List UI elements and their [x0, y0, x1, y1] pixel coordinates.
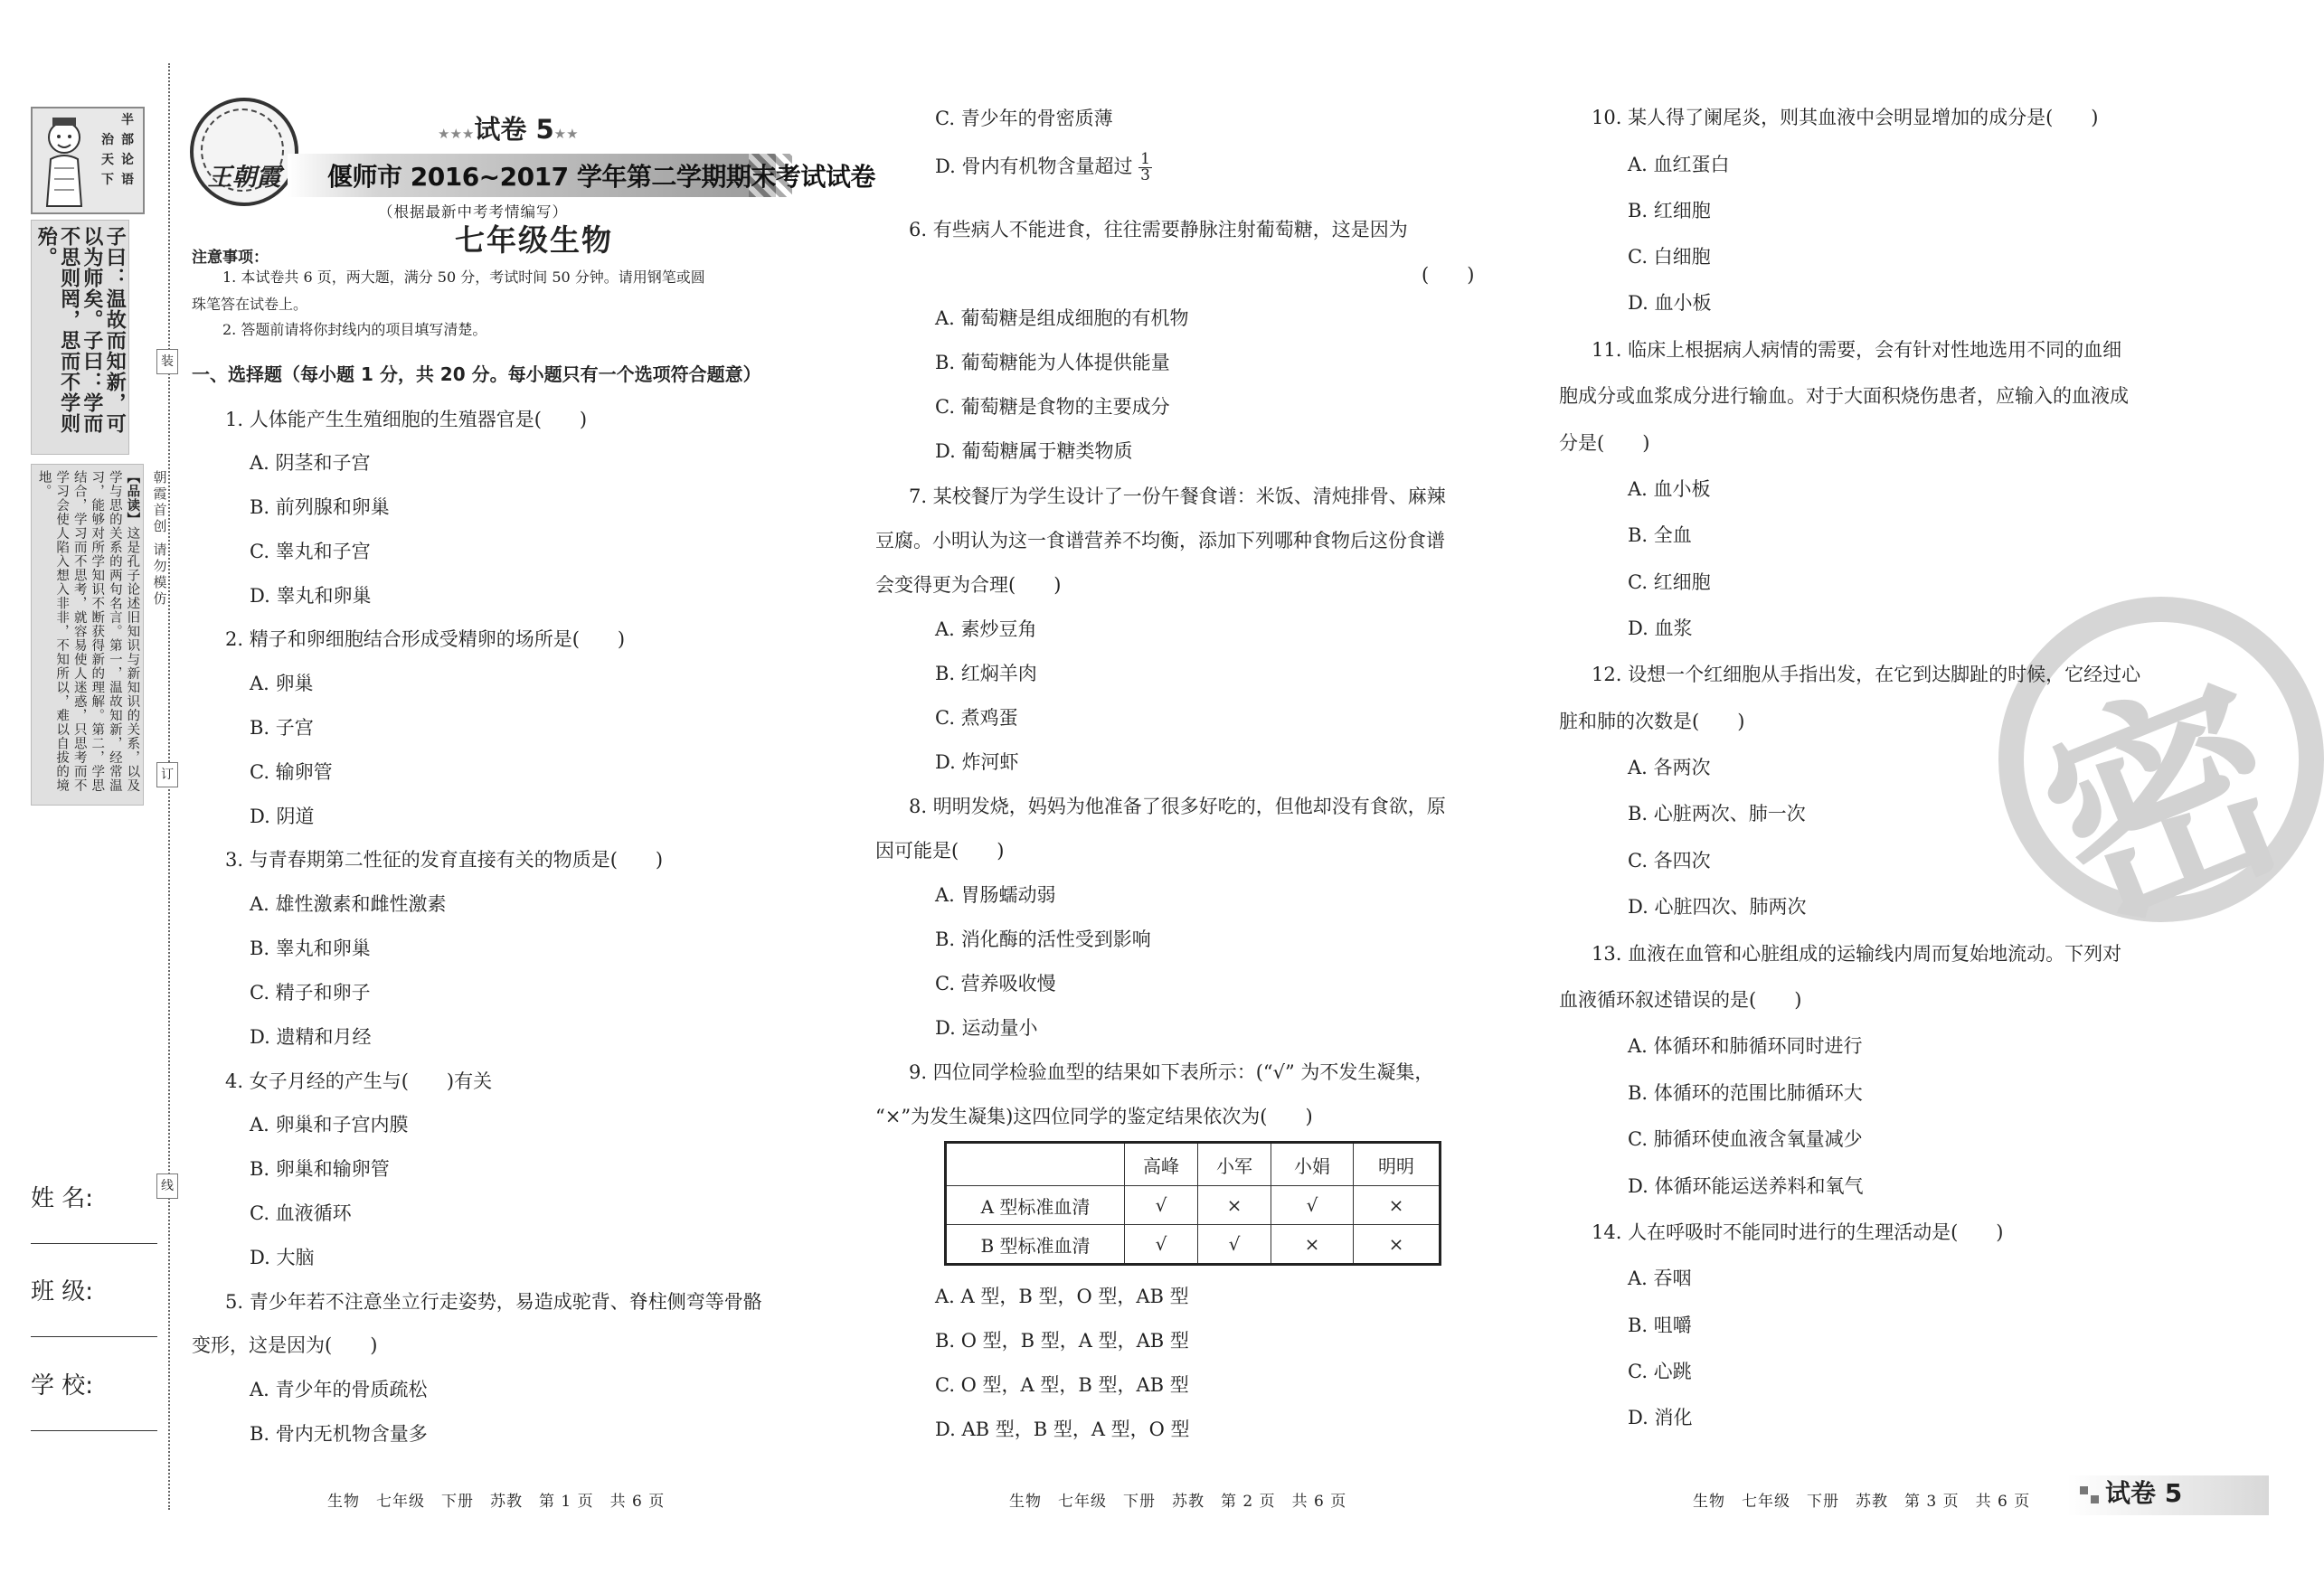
question-continued: 脏和肺的次数是( ) [1559, 711, 1745, 732]
option: B. 前列腺和卵巢 [250, 496, 390, 518]
table-header: 小军 [1198, 1143, 1271, 1186]
note-line: 2. 答题前请将你封线内的项目填写清楚。 [222, 321, 487, 338]
option: A. 血小板 [1628, 478, 1711, 500]
question-continued: 分是( ) [1559, 432, 1650, 454]
commentary-text: 这是孔子论述旧知识与新知识的关系，以及学与思的关系的两句名言。第一，温故知新，经常温习，能够对所学知识不断获得新的理解。第二，学思结合，学习而不思考，就容易使人迷惑，只思考而不学习会使人陷入想入非非，不知所以，难以自拔的境地。 [36, 470, 140, 793]
section-heading: 一、选择题（每小题 1 分，共 20 分。每小题只有一个选项符合题意） [192, 363, 761, 385]
option: C. 葡萄糖是食物的主要成分 [935, 396, 1170, 418]
publisher-logo [190, 98, 298, 206]
question: 6. 有些病人不能进食，往往需要静脉注射葡萄糖，这是因为 [909, 219, 1408, 240]
one-third-fraction [1138, 152, 1152, 184]
series-char: 半 [121, 113, 134, 127]
option: C. 白细胞 [1628, 246, 1711, 268]
left-margin-strip [31, 107, 145, 806]
question-continued: 变形，这是因为( ) [192, 1334, 378, 1356]
logo-text: 王朝霞 [207, 164, 281, 192]
name-field[interactable] [31, 1180, 157, 1213]
question: 5. 青少年若不注意坐立行走姿势，易造成驼背、脊柱侧弯等骨骼 [225, 1291, 762, 1313]
option: C. 睾丸和子宫 [250, 541, 371, 562]
answer-bracket: ( ) [1422, 264, 1475, 286]
exam-title: 偃师市 2016~2017 学年第二学期期末考试试卷 [327, 162, 875, 192]
option: B. 红细胞 [1628, 200, 1711, 221]
series-box [31, 107, 145, 214]
option: A. 葡萄糖是组成细胞的有机物 [935, 307, 1189, 329]
option: C. 红细胞 [1628, 571, 1711, 593]
option: A. 青少年的骨质疏松 [250, 1379, 428, 1400]
star-icon: ★★★ [438, 126, 475, 142]
series-char: 治 [101, 133, 114, 147]
option: C. 肺循环使血液含氧量减少 [1628, 1128, 1863, 1150]
question-continued: 胞成分或血浆成分进行输血。对于大面积烧伤患者，应输入的血液成 [1559, 385, 2129, 407]
option: A. 吞咽 [1628, 1268, 1692, 1289]
option: D. 体循环能运送养料和氧气 [1628, 1175, 1864, 1197]
option: A. 素炒豆角 [935, 618, 1037, 640]
option: B. O 型，B 型，A 型，AB 型 [935, 1330, 1189, 1352]
question: 8. 明明发烧，妈妈为他准备了很多好吃的，但他却没有食欲，原 [909, 796, 1446, 817]
option: A. 体循环和肺循环同时进行 [1628, 1035, 1863, 1057]
question-continued: 因可能是( ) [875, 840, 1005, 862]
question: 7. 某校餐厅为学生设计了一份午餐食谱：米饭、清炖排骨、麻辣 [909, 485, 1446, 507]
option: B. 消化酶的活性受到影响 [935, 928, 1151, 950]
table-header: 明明 [1354, 1143, 1441, 1186]
blood-type-table [944, 1141, 1441, 1266]
option: C. 营养吸收慢 [935, 973, 1056, 994]
table-cell: √ [1198, 1225, 1271, 1265]
option: D. 睾丸和卵巢 [250, 585, 372, 607]
subject-title: 七年级生物 [455, 222, 613, 258]
option: C. 各四次 [1628, 850, 1711, 872]
question: 1. 人体能产生生殖细胞的生殖器官是( ) [225, 409, 588, 430]
option: A. 胃肠蠕动弱 [935, 884, 1056, 906]
option: A. 卵巢 [250, 673, 314, 694]
note-line: 1. 本试卷共 6 页，两大题，满分 50 分，考试时间 50 分钟。请用钢笔或圆 [222, 269, 705, 286]
option: C. 精子和卵子 [250, 982, 371, 1004]
option: D. 葡萄糖属于糖类物质 [935, 440, 1133, 462]
table-cell: × [1271, 1225, 1354, 1265]
school-label: 学 校: [31, 1372, 94, 1400]
option: D. 阴道 [250, 806, 315, 827]
question: 10. 某人得了阑尾炎，则其血液中会明显增加的成分是( ) [1592, 107, 2099, 128]
option: A. 各两次 [1628, 757, 1711, 778]
option: D. AB 型，B 型，A 型，O 型 [935, 1418, 1190, 1440]
option: A. A 型，B 型，O 型，AB 型 [935, 1286, 1189, 1307]
series-char: 下 [101, 173, 114, 187]
star-icon: ★★ [553, 126, 579, 142]
option: D. 心脏四次、肺两次 [1628, 896, 1807, 918]
name-label: 姓 名: [31, 1185, 94, 1212]
option: B. 卵巢和输卵管 [250, 1158, 390, 1180]
option: C. O 型，A 型，B 型，AB 型 [935, 1374, 1189, 1396]
table-header: 小娟 [1271, 1143, 1354, 1186]
option: C. 煮鸡蛋 [935, 707, 1018, 729]
paper-number-text: 试卷 5 [474, 114, 554, 145]
question: 11. 临床上根据病人病情的需要，会有针对性地选用不同的血细 [1592, 339, 2122, 361]
question: 12. 设想一个红细胞从手指出发，在它到达脚趾的时候，它经过心 [1592, 664, 2141, 685]
option: C. 输卵管 [250, 761, 333, 783]
table-header-row [946, 1143, 1441, 1186]
name-line[interactable] [31, 1243, 157, 1244]
option: B. 睾丸和卵巢 [250, 938, 371, 959]
question: 13. 血液在血管和心脏组成的运输线内周而复始地流动。下列对 [1592, 943, 2122, 965]
square-icon [2091, 1495, 2099, 1503]
fraction-denominator: 3 [1140, 166, 1150, 184]
option: D. 大脑 [250, 1247, 315, 1268]
cut-mark: 装 [156, 349, 178, 374]
option: A. 雄性激素和雌性激素 [250, 893, 447, 915]
option: B. 咀嚼 [1628, 1315, 1692, 1336]
table-cell: A 型标准血清 [946, 1186, 1125, 1225]
question-continued: 血液循环叙述错误的是( ) [1559, 989, 1802, 1011]
notes-heading: 注意事项： [192, 249, 269, 267]
table-row [946, 1225, 1441, 1265]
analects-quote: 子曰：温故而知新，可以为师矣。子曰：学而不思则罔，思而不学则殆。 [31, 220, 129, 455]
option: D. 消化 [1628, 1407, 1693, 1428]
table-cell: × [1354, 1186, 1441, 1225]
question: 14. 人在呼吸时不能同时进行的生理活动是( ) [1592, 1221, 2004, 1243]
option: B. 子宫 [250, 717, 314, 739]
school-line[interactable] [31, 1430, 157, 1431]
question: 3. 与青春期第二性征的发育直接有关的物质是( ) [225, 849, 664, 871]
class-field[interactable] [31, 1273, 157, 1306]
copyright-note: 朝霞首创 请勿模仿 [151, 470, 168, 608]
question-continued: “×”为发生凝集)这四位同学的鉴定结果依次为( ) [875, 1106, 1313, 1127]
school-field[interactable] [31, 1367, 157, 1400]
series-char: 语 [121, 173, 134, 187]
option: B. 骨内无机物含量多 [250, 1423, 428, 1445]
option: A. 血红蛋白 [1628, 154, 1730, 175]
table-header: 高峰 [1125, 1143, 1198, 1186]
option: D. 血浆 [1628, 617, 1693, 639]
question: 4. 女子月经的产生与( )有关 [225, 1070, 493, 1092]
question: 2. 精子和卵细胞结合形成受精卵的场所是( ) [225, 628, 626, 650]
confucius-mascot-icon [36, 112, 92, 208]
option: B. 心脏两次、肺一次 [1628, 803, 1806, 825]
question: 9. 四位同学检验血型的结果如下表所示：(“√” 为不发生凝集， [909, 1061, 1434, 1083]
class-label: 班 级: [31, 1278, 94, 1305]
table-cell: √ [1125, 1186, 1198, 1225]
commentary-heading: 【品读】 [125, 470, 140, 526]
table-cell [946, 1143, 1125, 1186]
option: B. 红焖羊肉 [935, 663, 1037, 684]
class-line[interactable] [31, 1336, 157, 1337]
series-char: 论 [121, 153, 134, 167]
page-footer: 生物 七年级 下册 苏教 第 2 页 共 6 页 [1009, 1493, 1347, 1511]
option: C. 血液循环 [250, 1202, 352, 1224]
paper-number [438, 109, 579, 146]
option [935, 152, 1152, 184]
quote-commentary [31, 464, 144, 806]
cut-mark: 订 [156, 762, 178, 787]
table-cell: B 型标准血清 [946, 1225, 1125, 1265]
option: C. 青少年的骨密质薄 [935, 108, 1113, 129]
square-icon [2080, 1486, 2088, 1494]
series-char: 天 [101, 153, 114, 167]
option: A. 卵巢和子宫内膜 [250, 1114, 409, 1136]
bottom-paper-label: 试卷 5 [2105, 1478, 2183, 1508]
question-continued: 会变得更为合理( ) [875, 574, 1062, 596]
series-char: 部 [121, 133, 134, 147]
table-cell: √ [1125, 1225, 1198, 1265]
series-title [98, 112, 139, 208]
fraction-numerator: 1 [1140, 150, 1150, 168]
option: D. 血小板 [1628, 292, 1712, 314]
option: D. 遗精和月经 [250, 1026, 372, 1048]
note-line: 珠笔答在试卷上。 [192, 296, 308, 313]
cut-mark: 线 [156, 1173, 178, 1199]
page-footer: 生物 七年级 下册 苏教 第 3 页 共 6 页 [1693, 1493, 2031, 1511]
exam-subtitle: （根据最新中考考情编写） [378, 203, 568, 221]
option: A. 阴茎和子宫 [250, 452, 371, 474]
question-continued: 豆腐。小明认为这一食谱营养不均衡，添加下列哪种食物后这份食谱 [875, 530, 1445, 551]
option: B. 葡萄糖能为人体提供能量 [935, 352, 1170, 373]
table-cell: × [1354, 1225, 1441, 1265]
table-row [946, 1186, 1441, 1225]
option: B. 全血 [1628, 524, 1692, 546]
option: B. 体循环的范围比肺循环大 [1628, 1082, 1863, 1104]
option-text: D. 骨内有机物含量超过 [935, 156, 1133, 177]
option: D. 运动量小 [935, 1017, 1038, 1039]
page-footer: 生物 七年级 下册 苏教 第 1 页 共 6 页 [327, 1493, 666, 1511]
table-cell: √ [1271, 1186, 1354, 1225]
table-cell: × [1198, 1186, 1271, 1225]
watermark-char: 密 [2011, 640, 2320, 969]
option: D. 炸河虾 [935, 751, 1019, 773]
option: C. 心跳 [1628, 1361, 1692, 1382]
